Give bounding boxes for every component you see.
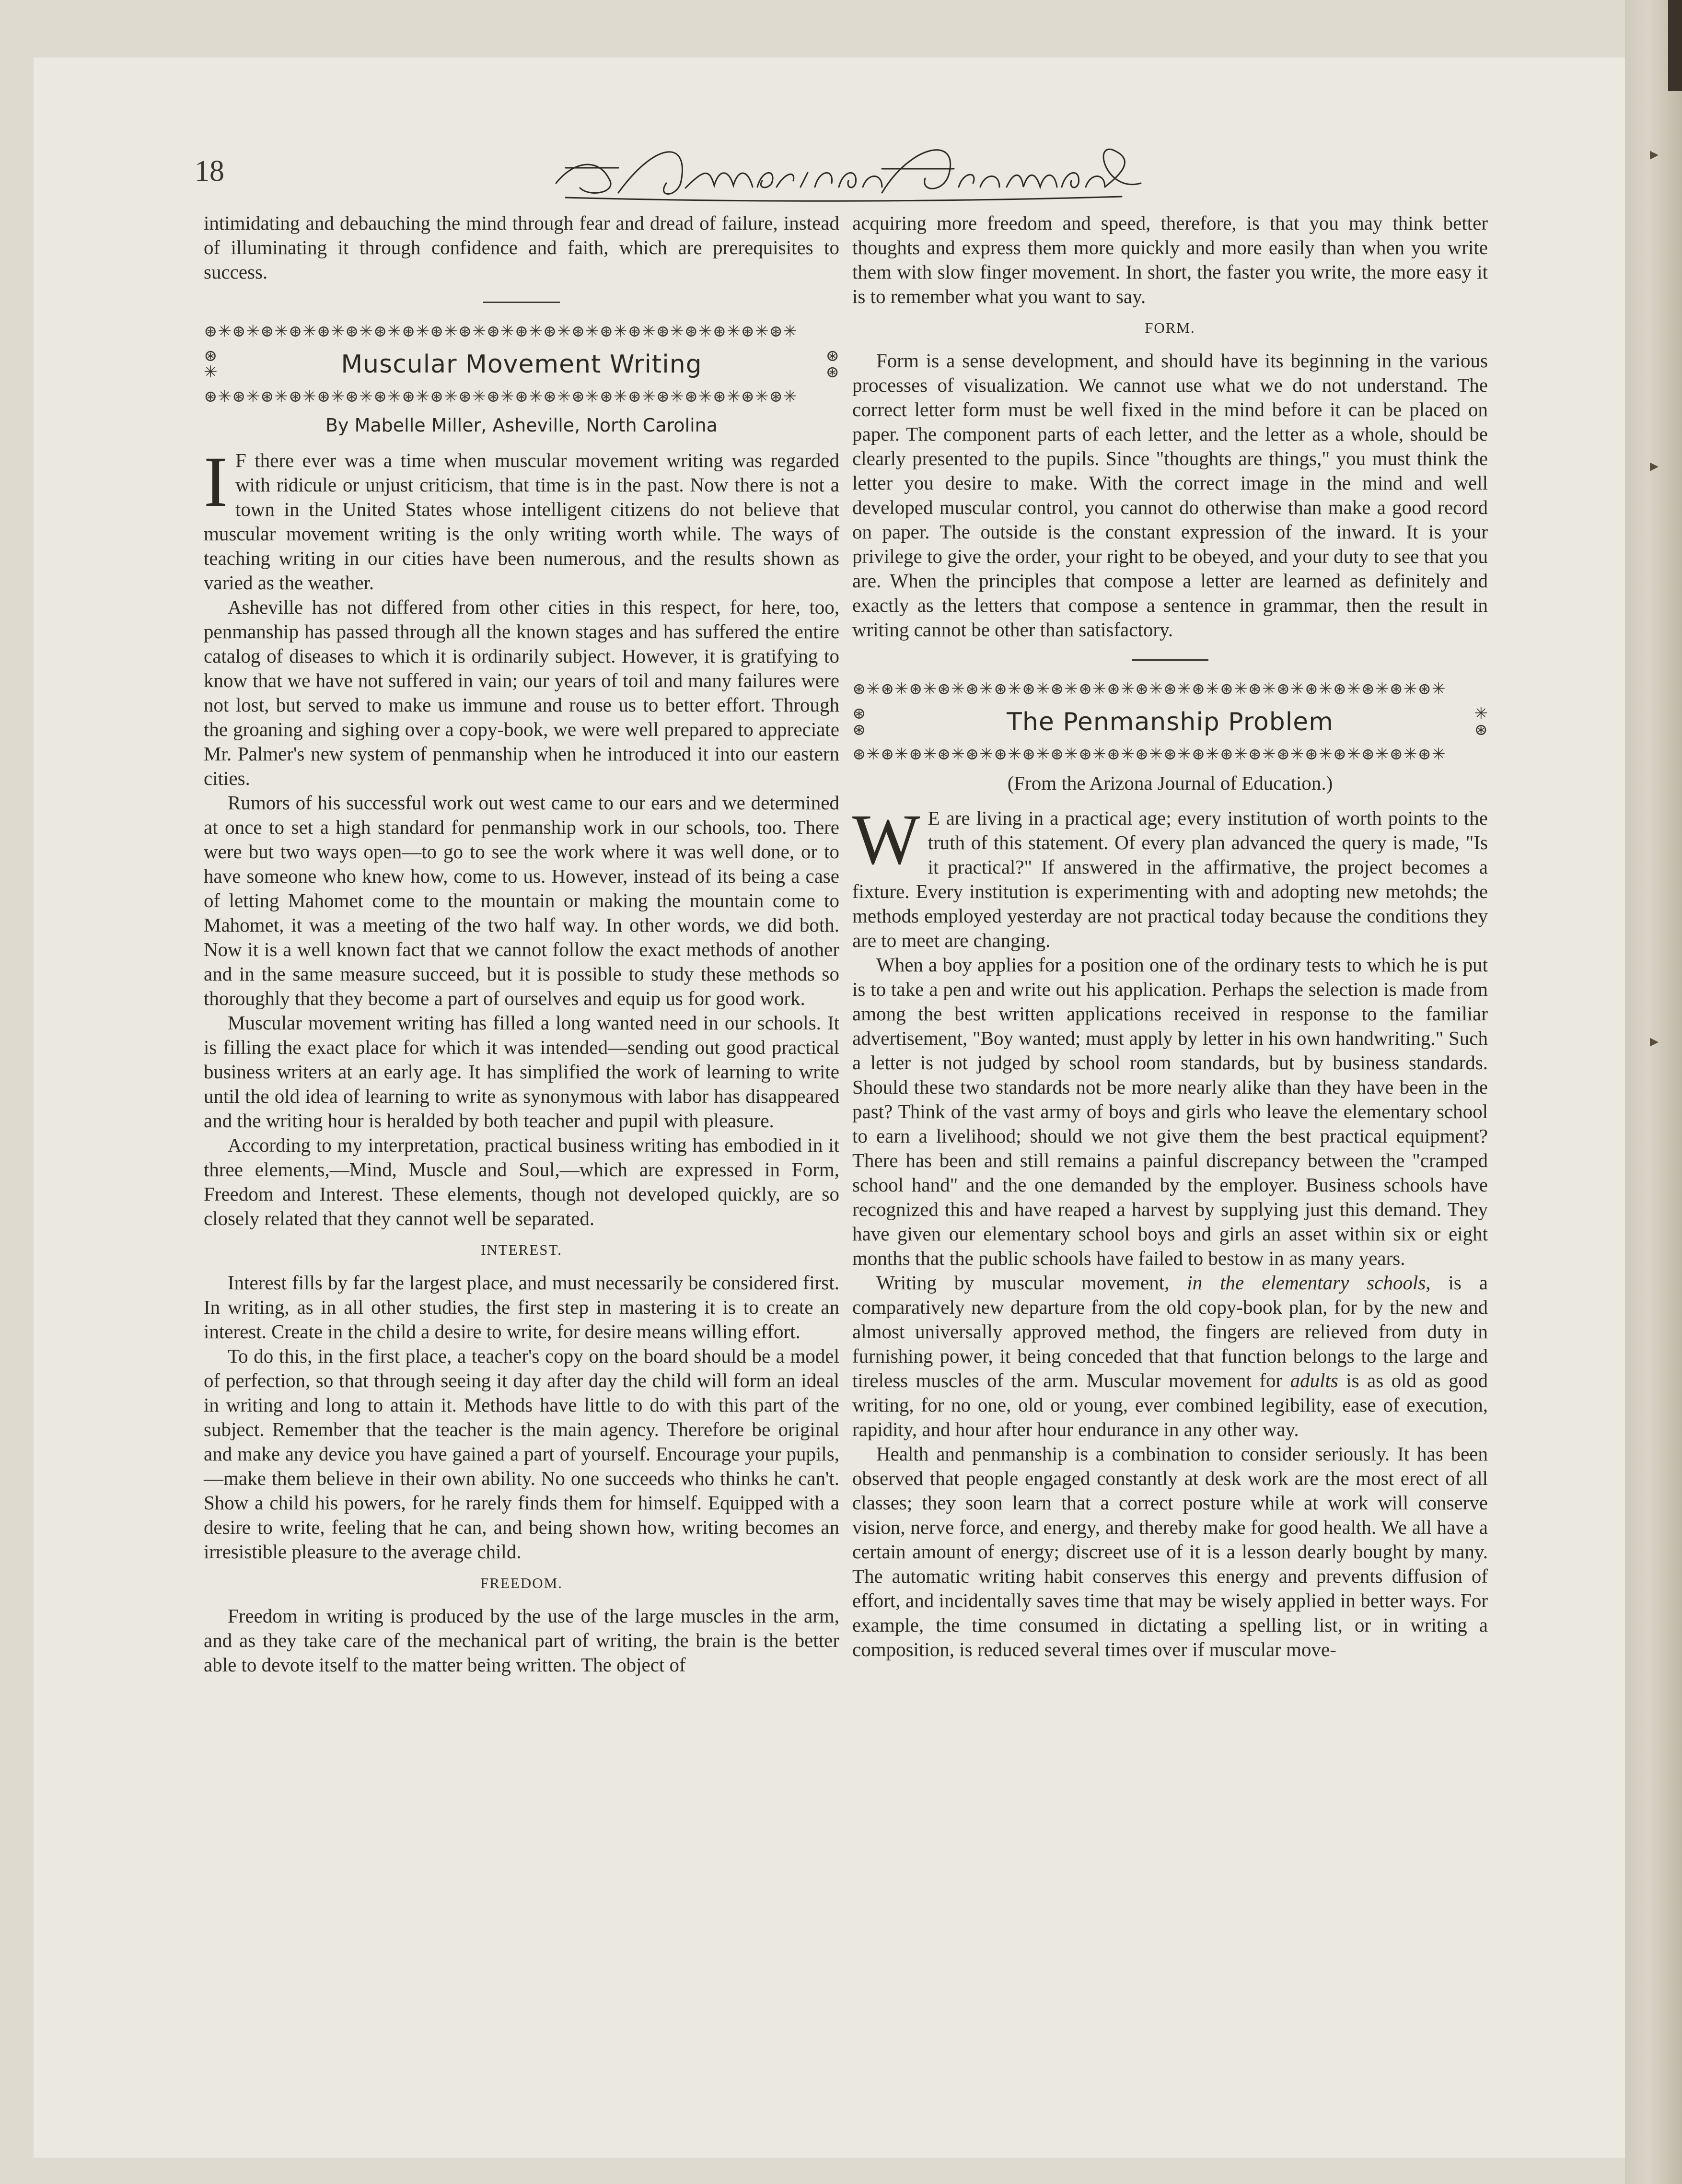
- body-paragraph: Rumors of his successful work out west came to our ears and we determined at once to set a high standard for penmanship work in our schools, too. There were but two ways open—to go to see the work where it was well done, or to have someone who knew how, come to us. However, instead of its being a case of letting Mahomet come to the mountain or making the mountain come to Mahomet, it was a meeting of the two half way. In other words, we did both. Now it is a well known fact that we cannot follow the exact methods of another and in the same measure succeed, but it is possible to study these methods so thoroughly that they become a part of ourselves and equip us for good work.: [204, 792, 839, 1009]
- article-heading-box: [204, 322, 839, 407]
- page-number: 18: [195, 155, 224, 187]
- paragraph-text: is as old as good writing, for no one, old or young, ever combined legibility, ease of execution, rapidity, and hour after hour endurance in any other way.: [852, 1369, 1488, 1440]
- body-paragraph: To do this, in the first place, a teacher's copy on the board should be a model of perfection, so that through seeing it day after day the child will form an ideal in writing and long to attain it. Methods have little to do with this part of the subject. Remember that the teacher is the main agency. Therefore be original and make any device you have gained a part of yourself. Encourage your pupils,—make them believe in their own ability. No one succeeds who thinks he can't. Show a child his powers, for he rarely finds them for himself. Equipped with a desire to write, feeling that he can, and being shown how, writing becomes an irresistible pleasure to the average child.: [204, 1345, 839, 1563]
- italic-text: in the elementary schools,: [1187, 1272, 1431, 1294]
- body-paragraph: [852, 800, 1488, 953]
- book-edge-shadow: [1668, 0, 1682, 91]
- article-source: (From the Arizona Journal of Education.): [1007, 772, 1333, 794]
- masthead-logo: [546, 130, 1150, 212]
- edge-marker-icon: ▸: [1650, 144, 1659, 164]
- body-paragraph: When a boy applies for a position one of the ordinary tests to which he is put is to take a pen and write out his application. Perhaps the selection is made from among the best written applications received in response to the familiar advertisement, "Boy wanted; must apply by letter in his own handwriting." Such a letter is not judged by school room standards, but by business standards. Should these two standards not be more nearly alike than they have been in the past? Think of the vast army of boys and girls who leave the elementary school to earn a livelihood; should we not give them the best practical equipment? There has been and still remains a painful discrepancy between the "cramped school hand" and the one demanded by the employer. Business schools have recognized this and have reaped a harvest by supplying just this demand. They have given our elementary school boys and girls an asset within six or eight months that the public schools have failed to bestow in as many years.: [852, 954, 1488, 1269]
- paragraph-text: F there ever was a time when muscular movement writing was regarded with ridicule or unjust criticism, that time is in the past. Now there is not a town in the United States whose intelligent citizens do not believe that muscular movement writing is the only writing worth while. The ways of teaching writing in our cities have been numerous, and the results shown as varied as the weather.: [204, 449, 839, 594]
- article-heading-box: [852, 680, 1488, 764]
- side-ornament-icon: ⊛ ⊛: [852, 705, 866, 739]
- side-ornament-icon: ⊛ ✳: [204, 347, 218, 381]
- side-ornament-icon: ✳ ⊛: [1474, 705, 1488, 739]
- right-column: [852, 211, 1488, 1662]
- left-carryover-paragraph: intimidating and debauching the mind through fear and dread of failure, instead of illuminating it through confidence and faith, which are prerequisites to success.: [204, 212, 839, 283]
- paragraph-text: E are living in a practical age; every institution of worth points to the truth of this statement. Of every plan advanced the query is made, "Is it practical?" If answered in the affirmative, the project becomes a fixture. Every institution is experimenting with and adopting new metohds; the methods employed yesterday are not practical today because the conditions they are to meet are changing.: [852, 807, 1488, 951]
- paragraph-text: is a comparatively new departure from the old copy-book plan, for by the new and almost universally approved method, the fingers are relieved from duty in furnishing power, it being conceded that that function belongs to the large and tireless muscles of the arm. Muscular movement for: [852, 1272, 1488, 1391]
- body-paragraph: Form is a sense development, and should have its beginning in the various processes of visualization. We cannot use what we do not understand. The correct letter form must be well fixed in the mind before it can be placed on paper. The component parts of each letter, and the letter as a whole, should be clearly presented to the pupils. Since "thoughts are things," you must think the letter you desire to make. With the correct image in the mind and well developed muscular control, you cannot do otherwise than make a good record on paper. The outside is the constant expression of the inward. It is your privilege to give the order, your right to be obeyed, and your duty to see that you are. When the principles that compose a letter are learned as definitely and exactly as the letters that compose a sentence in grammar, then the result in writing cannot be other than satisfactory.: [852, 350, 1488, 641]
- body-paragraph: Freedom in writing is produced by the use of the large muscles in the arm, and as they take care of the mechanical part of writing, the brain is the better able to devote itself to the matter being written. The object of: [204, 1605, 839, 1676]
- paragraph-text: Writing by muscular movement,: [876, 1272, 1187, 1294]
- edge-marker-icon: ▸: [1650, 456, 1659, 475]
- body-paragraph: Interest fills by far the largest place, and must necessarily be considered first. In writing, as in all other studies, the first step in mastering it is to create an interest. Create in the child a desire to write, for desire means willing effort.: [204, 1272, 839, 1343]
- ornament-border-top: ⊛✳⊛✳⊛✳⊛✳⊛✳⊛✳⊛✳⊛✳⊛✳⊛✳⊛✳⊛✳⊛✳⊛✳⊛✳⊛✳⊛✳⊛✳⊛✳⊛✳⊛✳: [852, 680, 1446, 698]
- body-paragraph: Asheville has not differed from other cities in this respect, for here, too, penmanship has passed through all the known stages and has suffered the entire catalog of diseases to which it is ordinarily subject. However, it is gratifying to know that we have not suffered in vain; our years of toil and many failures were not lost, but served to make us immune and rouse us to better effort. Through the groaning and sighing over a copy-book, we were well prepared to appreciate Mr. Palmer's new system of penmanship when he introduced it into our eastern cities.: [204, 596, 839, 789]
- drop-cap: I: [204, 442, 228, 522]
- side-ornament-icon: ⊛ ⊛: [825, 347, 839, 381]
- body-paragraph: [204, 442, 839, 595]
- ornament-border-top: ⊛✳⊛✳⊛✳⊛✳⊛✳⊛✳⊛✳⊛✳⊛✳⊛✳⊛✳⊛✳⊛✳⊛✳⊛✳⊛✳⊛✳⊛✳⊛✳⊛✳⊛✳: [204, 323, 798, 340]
- article-title: Muscular Movement Writing: [341, 350, 702, 379]
- body-paragraph: [852, 1271, 1488, 1442]
- book-edge: [1625, 0, 1682, 2184]
- article-byline: By Mabelle Miller, Asheville, North Carolina: [325, 415, 718, 436]
- drop-cap: W: [852, 800, 920, 879]
- edge-marker-icon: ▸: [1650, 1031, 1659, 1051]
- section-divider: [1132, 659, 1208, 661]
- body-paragraph: Health and penmanship is a combination to consider seriously. It has been observed that people engaged constantly at desk work are the most erect of all classes; they soon learn that a correct posture while at work will conserve vision, nerve force, and energy, and thereby make for good health. We all have a certain amount of energy; discreet use of it is a lesson dearly bought by many. The automatic writing habit conserves this energy and prevents diffusion of effort, and incidentally saves time that may be wisely applied in better ways. For example, the time consumed in dictating a spelling list, or in writing a composition, is reduced several times over if muscular move-: [852, 1443, 1488, 1660]
- subheading-freedom: FREEDOM.: [480, 1575, 563, 1591]
- body-paragraph: Muscular movement writing has filled a long wanted need in our schools. It is filling the exact place for which it was intended—sending out good practical business writers at an early age. It has simplified the work of learning to write until the old idea of learning to write as synonymous with labor has disappeared and the writing hour is heralded by both teacher and pupil with pleasure.: [204, 1012, 839, 1132]
- article-title: The Penmanship Problem: [1007, 707, 1334, 736]
- left-column: [204, 211, 839, 1677]
- subheading-form: FORM.: [1145, 319, 1195, 336]
- ornament-border-bottom: ⊛✳⊛✳⊛✳⊛✳⊛✳⊛✳⊛✳⊛✳⊛✳⊛✳⊛✳⊛✳⊛✳⊛✳⊛✳⊛✳⊛✳⊛✳⊛✳⊛✳⊛✳: [204, 388, 798, 406]
- ornament-border-bottom: ⊛✳⊛✳⊛✳⊛✳⊛✳⊛✳⊛✳⊛✳⊛✳⊛✳⊛✳⊛✳⊛✳⊛✳⊛✳⊛✳⊛✳⊛✳⊛✳⊛✳⊛✳: [852, 746, 1446, 763]
- subheading-interest: INTEREST.: [481, 1241, 562, 1258]
- section-divider: [483, 302, 560, 303]
- italic-text: adults: [1290, 1369, 1338, 1391]
- body-paragraph: According to my interpretation, practical business writing has embodied in it three elements,—Mind, Muscle and Soul,—which are expressed in Form, Freedom and Interest. These elements, though not developed quickly, are so closely related that they cannot well be separated.: [204, 1134, 839, 1229]
- right-carryover-paragraph: acquiring more freedom and speed, therefore, is that you may think better thoughts and express them more quickly and more easily than when you write them with slow finger movement. In short, the faster you write, the more easy it is to remember what you want to say.: [852, 212, 1488, 307]
